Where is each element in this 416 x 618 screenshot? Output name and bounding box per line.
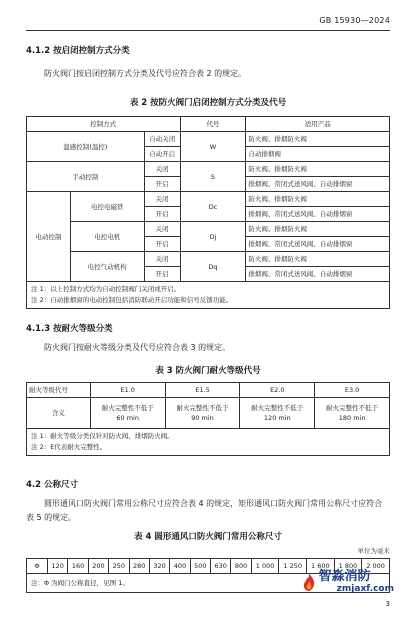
watermark-title: 智淼消防 [318,569,371,584]
table-row [27,162,390,177]
table-cell: S [180,162,246,192]
section-title-4-1-3: 4.1.3 按耐火等级分类 [26,324,113,334]
table-cell: 630 [211,559,231,574]
table-cell: 防火阀、排烟防火阀 [246,132,390,147]
cell-line: 耐火完整性不低于 [326,404,379,412]
table2 [26,116,390,309]
table4-unit: 单位为毫米 [357,547,390,555]
table-cell: 电控电机 [70,222,144,252]
table-cell: 关闭 [144,162,180,177]
table-cell: 关闭 [144,192,180,207]
table-cell: 250 [109,559,129,574]
table-cell: 电动控制 [27,192,71,282]
table-cell: 120 [48,559,68,574]
table-header-cell: 耐火等级代号 [27,383,91,398]
header-rule [26,30,390,31]
table-cell: 电控气动机构 [70,252,144,282]
table-cell: 自动排烟阀 [246,147,390,162]
cell-line: 120 min [263,414,291,422]
cell-line: 90 min [191,414,214,422]
table-cell: 自动关闭 [144,132,180,147]
flame-logo-icon [301,572,317,592]
cell-line: 60 min [116,414,139,422]
table-cell: 关闭 [144,222,180,237]
table-cell: 排烟阀、常闭式送风阀、自动排烟窗 [246,207,390,222]
table-cell: 1 800 [334,559,362,574]
table-note: 注 2：E代表耐火完整性。 [31,443,107,451]
table-note-cell [27,429,390,456]
table-cell: W [180,132,246,162]
table-row [27,383,390,398]
cell-line: 耐火完整性不低于 [176,404,229,412]
table-cell: Dq [180,252,246,282]
table-cell: 防火阀、排烟防火阀 [246,162,390,177]
table-note: 注：Φ 为阀门公称直径，见图 1。 [31,578,129,587]
table-note: 注 2：自动排烟窗的电动控制包括消防联动开启功能和信号反馈功能。 [31,296,233,304]
table-cell: 开启 [144,177,180,192]
table-header-cell: 控制方式 [27,117,181,132]
table-cell [90,398,165,429]
table-cell: 800 [231,559,251,574]
table-cell: 关闭 [144,252,180,267]
cell-line: 180 min [338,414,366,422]
table-cell: 320 [149,559,169,574]
section-paragraph-4-1-3: 防火阀门按耐火等级分类及代号应符合表 3 的规定。 [44,343,231,352]
table2-caption: 表 2 按防火阀门启闭控制方式分类及代号 [129,98,287,108]
table-cell: 电控电磁铁 [70,192,144,222]
standard-code: GB 15930—2024 [319,16,390,25]
table-cell: 温感控制(温控) [27,132,145,162]
cell-line: 耐火完整性不低于 [251,404,304,412]
table-note: 注 1：以上控制方式均为自动控制阀门关闭或开启。 [31,285,181,293]
table-header-cell: E1.0 [90,383,165,398]
table-cell: 160 [68,559,88,574]
table-cell [165,398,240,429]
table-cell: 防火阀、排烟防火阀 [246,252,390,267]
table-row [27,252,390,267]
table4-caption: 表 4 圆形通风口防火阀门常用公称尺寸 [134,532,282,542]
cell-line: 耐火完整性不低于 [101,404,154,412]
table-cell: 排烟阀、常闭式送风阀、自动排烟窗 [246,177,390,192]
table-header-cell: 适用产品 [246,117,390,132]
table3-caption: 表 3 防火阀门耐火等级代号 [155,366,261,376]
section-title-4-2: 4.2 公称尺寸 [26,480,79,490]
table-header-cell: E2.0 [240,383,315,398]
watermark-logo [319,570,394,594]
table-row [27,282,390,309]
table-header-cell: 代号 [180,117,246,132]
table3 [26,382,390,456]
section-paragraph-4-1-2: 防火阀门按启闭控制方式分类及代号应符合表 2 的规定。 [44,69,247,78]
table-cell: 自动开启 [144,147,180,162]
table-row [27,398,390,429]
section-title-4-1-2: 4.1.2 按启闭控制方式分类 [26,46,130,56]
table-note-cell [27,282,390,309]
table-cell [240,398,315,429]
table-cell: 400 [170,559,190,574]
table-cell: 排烟阀、常闭式送风阀、自动排烟窗 [246,267,390,282]
table-cell: 防火阀、排烟防火阀 [246,192,390,207]
table-cell: 开启 [144,237,180,252]
table-cell: 1 600 [307,559,335,574]
table-row [27,192,390,207]
table-row [27,429,390,456]
table-cell: Dj [180,222,246,252]
table-cell: 2 000 [362,559,390,574]
table-cell: 280 [129,559,149,574]
table-row [27,117,390,132]
table-cell: 500 [190,559,210,574]
table-header-cell: Φ [27,559,48,574]
table-cell: 防火阀、排烟防火阀 [246,222,390,237]
table-cell: 1 000 [251,559,279,574]
table-cell: 1 250 [279,559,307,574]
table-cell: 开启 [144,207,180,222]
section-paragraph-4-2-line1: 圆形通风口防火阀门常用公称尺寸应符合表 4 的规定，矩形通风口防火阀门常用公称尺寸应符合 [44,499,383,508]
table-cell: 开启 [144,267,180,282]
table-header-cell: E3.0 [315,383,390,398]
table-cell: Dc [180,192,246,222]
table-header-cell: E1.5 [165,383,240,398]
table-note: 注 1：耐火等级分类仅针对防火阀、排烟防火阀。 [31,432,174,440]
section-paragraph-4-2-line2: 表 5 的规定。 [26,513,77,522]
table-cell: 手动控制 [27,162,145,192]
page-number: 3 [385,600,390,608]
table-row [27,222,390,237]
table-cell: 排烟阀、常闭式送风阀、自动排烟窗 [246,237,390,252]
table-cell [315,398,390,429]
table-row [27,132,390,147]
table-cell: 含义 [27,398,91,429]
watermark-url: zmjaxf.com [336,584,394,594]
table-cell: 200 [88,559,108,574]
